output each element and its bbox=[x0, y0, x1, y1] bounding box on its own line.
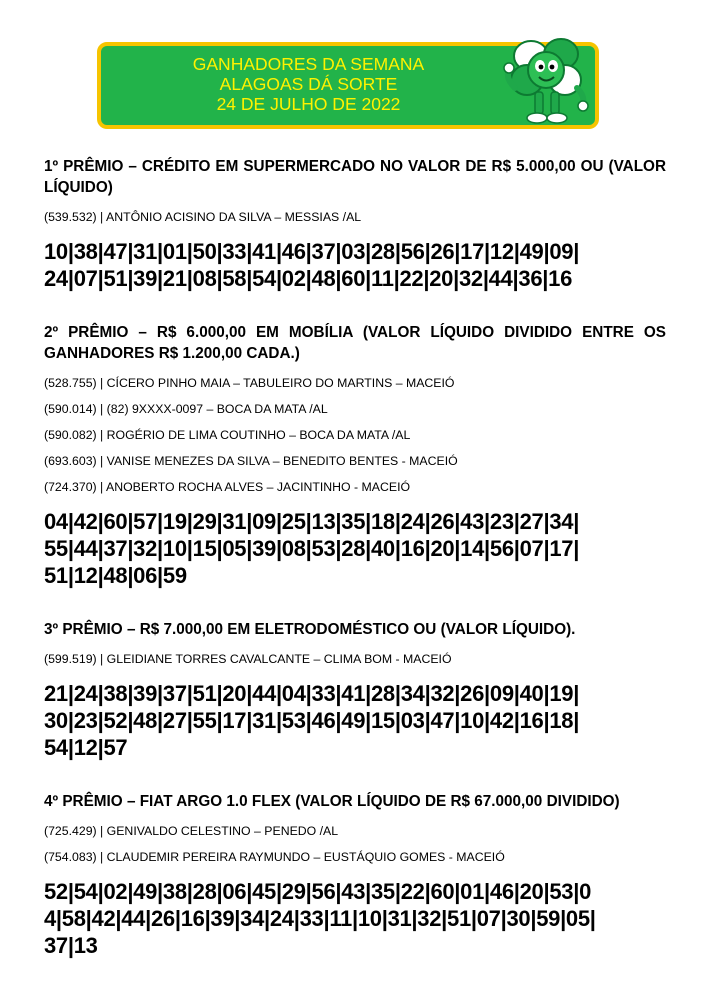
prize-title: 3º PRÊMIO – R$ 7.000,00 EM ELETRODOMÉSTICO OU (VALOR LÍQUIDO). bbox=[44, 621, 576, 638]
prize-title: 4º PRÊMIO – FIAT ARGO 1.0 FLEX (VALOR LÍQUIDO DE R$ 67.000,00 DIVIDIDO) bbox=[44, 793, 620, 810]
drawn-numbers bbox=[44, 878, 666, 959]
winner-entry: (590.082) | ROGÉRIO DE LIMA COUTINHO – BOCA DA MATA /AL bbox=[44, 428, 411, 442]
banner-line-1: GANHADORES DA SEMANA bbox=[192, 54, 425, 74]
winner-entry: (528.755) | CÍCERO PINHO MAIA – TABULEIRO DO MARTINS – MACEIÓ bbox=[44, 376, 455, 390]
numbers-line: 04|42|60|57|19|29|31|09|25|13|35|18|24|26|43|23|27|34| bbox=[44, 509, 580, 534]
banner-line-2: ALAGOAS DÁ SORTE bbox=[219, 74, 398, 94]
header-banner bbox=[97, 42, 599, 129]
winner-entry: (599.519) | GLEIDIANE TORRES CAVALCANTE – CLIMA BOM - MACEIÓ bbox=[44, 652, 452, 666]
numbers-line: 10|38|47|31|01|50|33|41|46|37|03|28|56|26|17|12|49|09| bbox=[44, 239, 580, 264]
winner-entry: (693.603) | VANISE MENEZES DA SILVA – BENEDITO BENTES - MACEIÓ bbox=[44, 454, 458, 468]
winner-entry: (725.429) | GENIVALDO CELESTINO – PENEDO /AL bbox=[44, 824, 339, 838]
prize-title: 1º PRÊMIO – CRÉDITO EM SUPERMERCADO NO VALOR DE R$ 5.000,00 OU (VALOR LÍQUIDO) bbox=[44, 158, 666, 196]
numbers-line: 54|12|57 bbox=[44, 735, 128, 760]
prize-section-4 bbox=[44, 791, 666, 959]
winner-entry: (754.083) | CLAUDEMIR PEREIRA RAYMUNDO – EUSTÁQUIO GOMES - MACEIÓ bbox=[44, 850, 505, 864]
drawn-numbers bbox=[44, 238, 666, 292]
winner-entry: (539.532) | ANTÔNIO ACISINO DA SILVA – MESSIAS /AL bbox=[44, 210, 362, 224]
clover-mascot-icon bbox=[501, 30, 593, 130]
banner-line-3: 24 DE JULHO DE 2022 bbox=[216, 94, 401, 114]
numbers-line: 51|12|48|06|59 bbox=[44, 563, 187, 588]
winner-entry: (590.014) | (82) 9XXXX-0097 – BOCA DA MATA /AL bbox=[44, 402, 328, 416]
prize-section-2 bbox=[44, 322, 666, 589]
drawn-numbers bbox=[44, 508, 666, 589]
winner-entry: (724.370) | ANOBERTO ROCHA ALVES – JACINTINHO - MACEIÓ bbox=[44, 480, 411, 494]
banner-title bbox=[101, 54, 516, 114]
numbers-line: 21|24|38|39|37|51|20|44|04|33|41|28|34|32|26|09|40|19| bbox=[44, 681, 580, 706]
drawn-numbers bbox=[44, 680, 666, 761]
prize-section-1 bbox=[44, 156, 666, 292]
prize-list bbox=[44, 156, 666, 989]
numbers-line: 55|44|37|32|10|15|05|39|08|53|28|40|16|20|14|56|07|17| bbox=[44, 536, 580, 561]
prize-section-3 bbox=[44, 619, 666, 761]
numbers-line: 4|58|42|44|26|16|39|34|24|33|11|10|31|32|51|07|30|59|05| bbox=[44, 906, 596, 931]
numbers-line: 52|54|02|49|38|28|06|45|29|56|43|35|22|60|01|46|20|53|0 bbox=[44, 879, 592, 904]
prize-title: 2º PRÊMIO – R$ 6.000,00 EM MOBÍLIA (VALOR LÍQUIDO DIVIDIDO ENTRE OS GANHADORES R$ 1.200,00 CADA.) bbox=[44, 324, 666, 362]
numbers-line: 37|13 bbox=[44, 933, 98, 958]
numbers-line: 24|07|51|39|21|08|58|54|02|48|60|11|22|20|32|44|36|16 bbox=[44, 266, 572, 291]
numbers-line: 30|23|52|48|27|55|17|31|53|46|49|15|03|47|10|42|16|18| bbox=[44, 708, 580, 733]
